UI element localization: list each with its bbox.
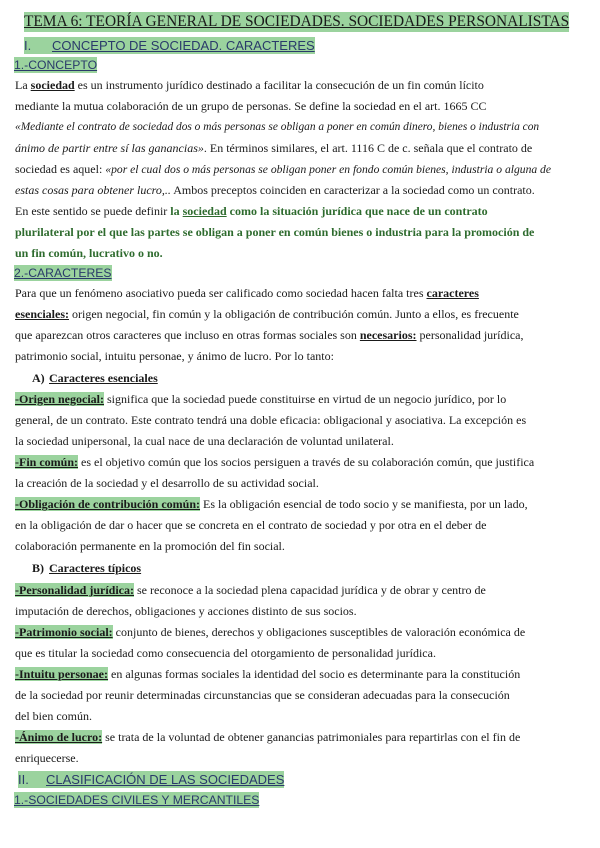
paragraph-line: La sociedad es un instrumento jurídico destinado a facilitar la consecución de un fin común lícito: [15, 78, 484, 92]
paragraph-line: general, de un contrato. Este contrato tendrá una doble eficacia: obligacional y asociativa. La excepción es: [15, 413, 527, 427]
paragraph-line: la creación de la sociedad y el desarrollo de su actividad social.: [15, 476, 319, 490]
item-intuitu-personae: -Intuitu personae: en algunas formas sociales la identidad del socio es determinante para la constitución: [15, 667, 521, 681]
item-fin-comun: -Fin común: es el objetivo común que los socios persiguen a través de su colaboración común, que justifica: [15, 455, 535, 469]
item-personalidad-juridica: -Personalidad jurídica: se reconoce a la sociedad plena capacidad jurídica y de obrar y centro de: [15, 583, 486, 597]
paragraph-line: «Mediante el contrato de sociedad dos o más personas se obligan a poner en común dinero, bienes o industria con: [15, 121, 540, 133]
paragraph-line: esenciales: origen negocial, fin común y la obligación de contribución común. Junto a ellos, es frecuente: [15, 307, 519, 321]
paragraph-line: enriquecerse.: [15, 751, 79, 765]
section-1-heading: I. CONCEPTO DE SOCIEDAD. CARACTERES: [24, 38, 315, 53]
paragraph-line: de la sociedad por reunir determinadas circunstancias que se consideran adecuadas para la consecución: [15, 688, 510, 702]
section-2-heading: II. CLASIFICACIÓN DE LAS SOCIEDADES: [18, 772, 285, 787]
definition-line: un fin común, lucrativo o no.: [15, 246, 163, 260]
item-origen-negocial: -Origen negocial: significa que la sociedad puede constituirse en virtud de un negocio jurídico, por lo: [15, 392, 507, 406]
paragraph-line: en la obligación de dar o hacer que se concreta en el contrato de sociedad y por otra en el deber de: [15, 518, 487, 532]
sociedades-civiles-heading: 1.-SOCIEDADES CIVILES Y MERCANTILES: [14, 793, 260, 807]
paragraph-line: que es titular la sociedad como consecuencia del otorgamiento de personalidad jurídica.: [15, 646, 436, 660]
group-a-heading: A) Caracteres esenciales: [32, 371, 158, 385]
paragraph-line: imputación de derechos, obligaciones y acciones distinto de sus socios.: [15, 604, 357, 618]
group-b-heading: B) Caracteres típicos: [32, 561, 142, 575]
item-patrimonio-social: -Patrimonio social: conjunto de bienes, derechos y obligaciones susceptibles de valoración económica de: [15, 625, 526, 639]
paragraph-line: sociedad es aquel: «por el cual dos o más personas se obligan poner en fondo común bienes, industria o alguna de: [15, 162, 551, 176]
paragraph-line: colaboración permanente en la promoción del fin social.: [15, 539, 285, 553]
term-sociedad-definition: sociedad: [182, 204, 227, 218]
item-obligacion-contribucion: -Obligación de contribución común: Es la obligación esencial de todo socio y se manifiesta, por un lado,: [15, 497, 528, 511]
paragraph-line: ánimo de partir entre sí las ganancias». En términos similares, el art. 1116 C de c. señala que el contrato de: [15, 141, 533, 155]
paragraph-line: Para que un fenómeno asociativo pueda ser calificado como sociedad hacen falta tres caracteres: [15, 286, 479, 300]
page-title: TEMA 6: TEORÍA GENERAL DE SOCIEDADES. SOCIEDADES PERSONALISTAS: [24, 13, 570, 30]
concepto-heading: 1.-CONCEPTO: [14, 58, 98, 72]
caracteres-heading: 2.-CARACTERES: [14, 266, 112, 280]
definition-line: plurilateral por el que las partes se obligan a poner en común bienes o industria para la promoción de: [15, 225, 535, 239]
paragraph-line: patrimonio social, intuitu personae, y ánimo de lucro. Por lo tanto:: [15, 349, 334, 363]
term-sociedad: sociedad: [30, 78, 75, 92]
paragraph-line: mediante la mutua colaboración de un grupo de personas. Se define la sociedad en el art. 1665 CC: [15, 99, 487, 113]
paragraph-line: que aparezcan otros caracteres que incluso en otras formas sociales son necesarios: personalidad jurídica,: [15, 328, 524, 342]
definition-line: En este sentido se puede definir la sociedad como la situación jurídica que nace de un contrato: [15, 204, 488, 218]
paragraph-line: la sociedad unipersonal, la cual nace de una declaración de voluntad unilateral.: [15, 434, 394, 448]
paragraph-line: del bien común.: [15, 709, 92, 723]
paragraph-line: estas cosas para obtener lucro,.. Ambos preceptos coinciden en caracterizar a la sociedad como un contrato.: [15, 183, 535, 197]
item-animo-de-lucro: -Ánimo de lucro: se trata de la voluntad de obtener ganancias patrimoniales para repartirlas con el fin de: [15, 730, 521, 744]
